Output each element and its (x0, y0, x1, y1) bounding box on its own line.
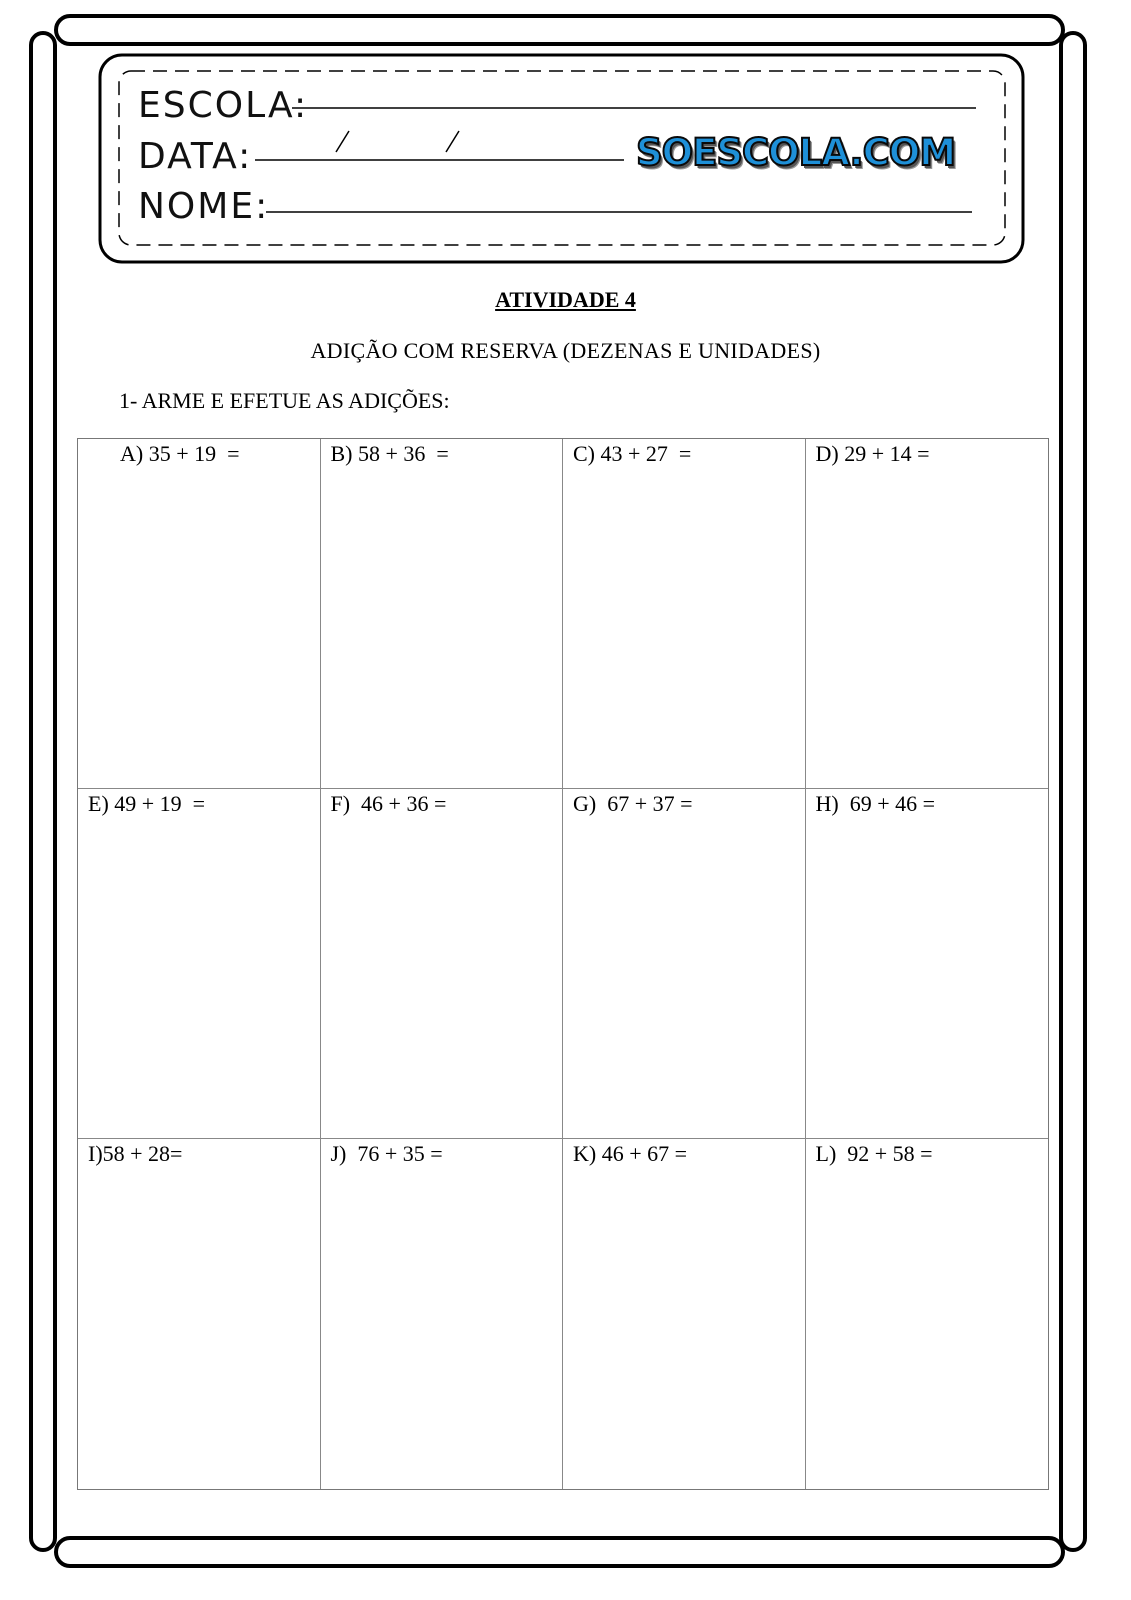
problem-label: H) 69 + 46 = (815, 791, 936, 816)
problem-label: K) 46 + 67 = (573, 1141, 688, 1166)
problem-cell (806, 1139, 1049, 1489)
problem-cell (78, 1139, 321, 1489)
activity-title: ATIVIDADE 4 (495, 287, 636, 312)
problem-cell (806, 439, 1049, 789)
instruction-text: 1- ARME E EFETUE AS ADIÇÕES: (119, 388, 450, 413)
activity-subtitle: ADIÇÃO COM RESERVA (DEZENAS E UNIDADES) (310, 338, 821, 363)
problem-cell (563, 1139, 806, 1489)
problem-label: I)58 + 28= (88, 1141, 183, 1166)
problem-cell (321, 1139, 564, 1489)
problem-label: E) 49 + 19 = (88, 791, 206, 816)
problem-cell (563, 789, 806, 1139)
date-label: DATA: (138, 136, 253, 177)
date-slash-2 (446, 131, 459, 152)
problem-label: J) 76 + 35 = (330, 1141, 443, 1166)
name-label: NOME: (138, 186, 270, 227)
problem-label: G) 67 + 37 = (573, 791, 693, 816)
school-label: ESCOLA: (138, 85, 309, 126)
problems-grid (77, 438, 1049, 1490)
problem-cell (321, 789, 564, 1139)
problem-label: L) 92 + 58 = (815, 1141, 933, 1166)
problem-label: F) 46 + 36 = (330, 791, 447, 816)
problem-cell (78, 789, 321, 1139)
problem-label: B) 58 + 36 = (330, 441, 449, 466)
problem-cell (563, 439, 806, 789)
site-logo: SOESCOLA.COM (636, 131, 956, 174)
date-slash-1 (336, 131, 349, 152)
problem-cell (321, 439, 564, 789)
problem-label: D) 29 + 14 = (815, 441, 930, 466)
problem-label: C) 43 + 27 = (573, 441, 692, 466)
problem-label: A) 35 + 19 = (120, 441, 240, 466)
problem-cell (78, 439, 321, 789)
problem-cell (806, 789, 1049, 1139)
